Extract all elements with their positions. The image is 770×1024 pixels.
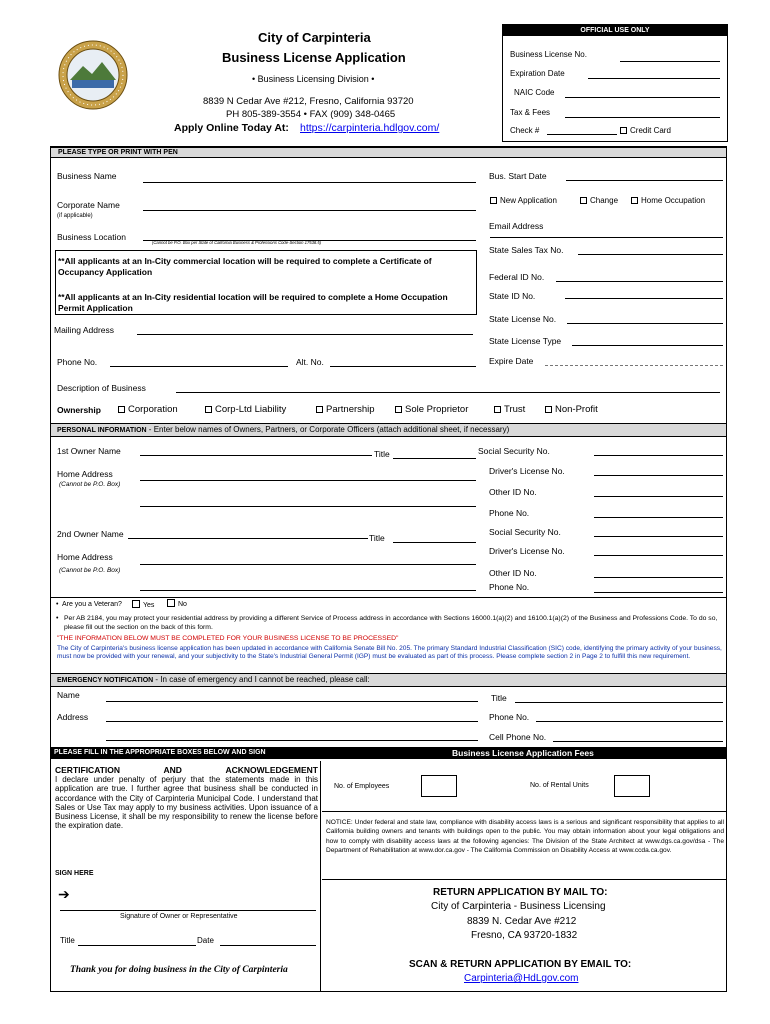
sign-arrow-icon: ➔ xyxy=(58,886,70,902)
phone-label: Phone No. xyxy=(57,357,98,367)
official-expiration-label: Expiration Date xyxy=(510,69,565,78)
veteran-no[interactable]: No xyxy=(167,599,187,608)
veteran-yes[interactable]: Yes xyxy=(132,600,154,609)
residential-notice: **All applicants at an In-City residential location will be required to complete a Home Occupation Permit Application xyxy=(58,292,448,313)
official-use-title: OFFICIAL USE ONLY xyxy=(503,25,727,36)
mail-line3: Fresno, CA 93720-1832 xyxy=(471,930,578,941)
form-title: Business License Application xyxy=(222,50,406,65)
official-license-label: Business License No. xyxy=(510,50,587,59)
owner1-address-line2[interactable] xyxy=(140,506,476,507)
owner1-ssn-label: Social Security No. xyxy=(478,446,550,456)
state-id-field[interactable] xyxy=(565,298,723,299)
state-license-field[interactable] xyxy=(567,323,723,324)
mail-line1: City of Carpinteria - Business Licensing xyxy=(431,901,606,912)
emergency-phone-field[interactable] xyxy=(536,721,723,722)
corporate-name-label: Corporate Name xyxy=(57,200,120,210)
mail-title: RETURN APPLICATION BY MAIL TO: xyxy=(433,887,608,898)
owner1-address-label: Home Address xyxy=(57,469,113,479)
sig-title-field[interactable] xyxy=(78,945,196,946)
owner2-otherid-field[interactable] xyxy=(594,577,723,578)
owner2-dl-field[interactable] xyxy=(594,555,723,556)
certification-text: I declare under penalty of perjury that the statements made in this application are true. I further agree that business shall be conducted in accordance with the City of Carpinteria Municipal Code. I understand that Sales or Use Tax may apply to my business activities. Upon issuance of a Business License, it shall be my responsibility to renew the license before the expiration date. xyxy=(55,775,318,831)
business-name-label: Business Name xyxy=(57,171,117,181)
employees-label: No. of Employees xyxy=(334,783,390,790)
owner1-ssn-field[interactable] xyxy=(594,455,723,456)
email-link[interactable]: Carpinteria@HdLgov.com xyxy=(464,973,579,984)
official-check-label: Check # xyxy=(510,126,540,135)
employees-box[interactable] xyxy=(421,775,457,797)
phone-field[interactable] xyxy=(110,366,288,367)
official-tax-label: Tax & Fees xyxy=(510,108,551,117)
owner1-phone-field[interactable] xyxy=(594,517,723,518)
owner2-address-line2[interactable] xyxy=(140,590,476,591)
disability-notice: NOTICE: Under federal and state law, compliance with disability access laws is a serious and significant responsibility that applies to all California building owners and tenants with buildings open to the public. You may obtain information about your legal obligations and how to comply with disability access laws at the following agencies: The Division of the State Architect at www.dgs.ca.gov/dsa - The Department of Rehabilitation at www.dor.ca.gov - The California Commission on Disability Access at www.ccda.ca.gov. xyxy=(326,819,724,854)
owner2-otherid-label: Other ID No. xyxy=(489,568,537,578)
emergency-address-line2[interactable] xyxy=(106,740,478,741)
owner1-otherid-field[interactable] xyxy=(594,496,723,497)
owner1-dl-field[interactable] xyxy=(594,475,723,476)
owner1-name-field[interactable] xyxy=(140,455,372,456)
emergency-cell-label: Cell Phone No. xyxy=(489,732,547,742)
owner1-otherid-label: Other ID No. xyxy=(489,487,537,497)
business-name-field[interactable] xyxy=(143,182,476,183)
ownership-corporation[interactable]: Corporation xyxy=(118,405,178,415)
ownership-trust[interactable]: Trust xyxy=(494,405,525,415)
state-id-label: State ID No. xyxy=(489,291,536,301)
city-title: City of Carpinteria xyxy=(258,30,371,45)
owner2-phone-label: Phone No. xyxy=(489,582,530,592)
division: • Business Licensing Division • xyxy=(252,74,375,84)
state-license-type-label: State License Type xyxy=(489,336,562,346)
official-naic-label: NAIC Code xyxy=(514,88,555,97)
owner2-phone-field[interactable] xyxy=(594,592,723,593)
owner2-address-line1[interactable] xyxy=(140,564,476,565)
emergency-title-label: Title xyxy=(491,693,507,703)
city-seal xyxy=(58,40,128,110)
signature-line[interactable] xyxy=(60,910,316,911)
apply-link[interactable]: https://carpinteria.hdlgov.com/ xyxy=(300,122,440,134)
emergency-address-line1[interactable] xyxy=(106,721,478,722)
owner1-name-label: 1st Owner Name xyxy=(57,446,121,456)
header-address: 8839 N Cedar Ave #212, Fresno, California 93720 xyxy=(203,96,414,107)
description-label: Description of Business xyxy=(57,383,146,393)
emergency-name-field[interactable] xyxy=(106,701,478,702)
certification-title: CERTIFICATION AND ACKNOWLEDGEMENT xyxy=(55,765,318,775)
state-license-label: State License No. xyxy=(489,314,557,324)
owner2-title-label: Title xyxy=(369,533,385,543)
description-field[interactable] xyxy=(176,392,720,393)
corporate-name-field[interactable] xyxy=(143,210,476,211)
owner1-address-line1[interactable] xyxy=(140,480,476,481)
email-label: Email Address xyxy=(489,221,544,231)
ownership-corp-ltd[interactable]: Corp-Ltd Liability xyxy=(205,405,286,415)
ownership-sole[interactable]: Sole Proprietor xyxy=(395,405,468,415)
signature-label: Signature of Owner or Representative xyxy=(120,913,238,920)
veteran-question: • Are you a Veteran? xyxy=(56,601,122,608)
official-use-box xyxy=(502,24,728,142)
sic-notice: The City of Carpinteria's business license application has been updated in accordance with California Senate Bill No. 205. The primary Standard Industrial Classification (SIC) code, identifying the primary activity of your business, must now be provided with your renewal, and your subjectivity to the State's Industrial General Permit (IGP) must be evaluated as part of this process. Please complete section 2 in Page 2 to fulfill this new requirement. xyxy=(57,645,722,660)
sales-tax-label: State Sales Tax No. xyxy=(489,245,564,255)
owner2-title-field[interactable] xyxy=(393,542,476,543)
owner2-address-label: Home Address xyxy=(57,552,113,562)
owner1-phone-label: Phone No. xyxy=(489,508,530,518)
email-title: SCAN & RETURN APPLICATION BY EMAIL TO: xyxy=(409,959,632,970)
emergency-phone-label: Phone No. xyxy=(489,712,530,722)
mailing-address-label: Mailing Address xyxy=(54,325,115,335)
credit-card-checkbox[interactable] xyxy=(620,127,627,134)
thank-you: Thank you for doing business in the City of Carpinteria xyxy=(70,965,288,975)
emergency-cell-field[interactable] xyxy=(553,741,723,742)
apply-label: Apply Online Today At: xyxy=(174,122,289,134)
rental-units-label: No. of Rental Units xyxy=(530,782,589,789)
alt-phone-field[interactable] xyxy=(330,366,476,367)
owner2-dl-label: Driver's License No. xyxy=(489,546,565,556)
owner2-ssn-field[interactable] xyxy=(594,536,723,537)
sig-title-label: Title xyxy=(60,936,75,945)
sign-here-label: SIGN HERE xyxy=(55,870,94,877)
fill-sign-banner: PLEASE FILL IN THE APPROPRIATE BOXES BELOW AND SIGN xyxy=(51,747,726,759)
state-license-type-field[interactable] xyxy=(572,345,723,346)
new-application-option[interactable]: New Application xyxy=(490,197,557,205)
owner1-title-field[interactable] xyxy=(393,458,476,459)
emergency-name-label: Name xyxy=(57,690,80,700)
sig-date-label: Date xyxy=(197,936,214,945)
owner2-name-label: 2nd Owner Name xyxy=(57,529,124,539)
owner2-ssn-label: Social Security No. xyxy=(489,527,561,537)
ownership-partnership[interactable]: Partnership xyxy=(316,405,375,415)
ownership-label: Ownership xyxy=(57,405,101,415)
owner2-name-field[interactable] xyxy=(128,538,368,539)
expire-date-field[interactable] xyxy=(545,365,723,366)
start-date-field[interactable] xyxy=(566,180,723,181)
ownership-nonprofit[interactable]: Non-Profit xyxy=(545,405,598,415)
ab2184-notice: Per AB 2184, you may protect your residential address by providing a different Service of Process address in accordance with Sections 16000.1(a)(2) and 16100.1(a)(2) of the Business and Professions Code. To do so, please fill out the section on the back of this form. xyxy=(64,615,718,631)
owner1-dl-label: Driver's License No. xyxy=(489,466,565,476)
credit-card-option[interactable]: Credit Card xyxy=(620,127,671,135)
rental-units-box[interactable] xyxy=(614,775,650,797)
expire-date-label: Expire Date xyxy=(489,356,534,366)
owner1-title-label: Title xyxy=(374,449,390,459)
fees-banner: Business License Application Fees xyxy=(452,748,594,758)
change-option[interactable]: Change xyxy=(580,197,618,205)
federal-id-field[interactable] xyxy=(556,281,723,282)
sig-date-field[interactable] xyxy=(220,945,316,946)
emergency-address-label: Address xyxy=(57,712,89,722)
sales-tax-field[interactable] xyxy=(578,254,723,255)
commercial-notice: **All applicants at an In-City commercial location will be required to complete a Certificate of Occupancy Application xyxy=(58,256,432,277)
business-location-label: Business Location xyxy=(57,232,126,242)
required-warning: "THE INFORMATION BELOW MUST BE COMPLETED FOR YOUR BUSINESS LICENSE TO BE PROCESSED" xyxy=(57,635,399,642)
emergency-title-field[interactable] xyxy=(515,702,723,703)
start-date-label: Bus. Start Date xyxy=(489,171,547,181)
home-occupation-option[interactable]: Home Occupation xyxy=(631,197,705,205)
header-phone: PH 805-389-3554 • FAX (909) 348-0465 xyxy=(226,109,396,120)
email-field[interactable] xyxy=(490,237,723,238)
federal-id-label: Federal ID No. xyxy=(489,272,545,282)
mailing-address-field[interactable] xyxy=(137,334,473,335)
alt-phone-label: Alt. No. xyxy=(296,357,324,367)
mail-line2: 8839 N. Cedar Ave #212 xyxy=(467,916,577,927)
